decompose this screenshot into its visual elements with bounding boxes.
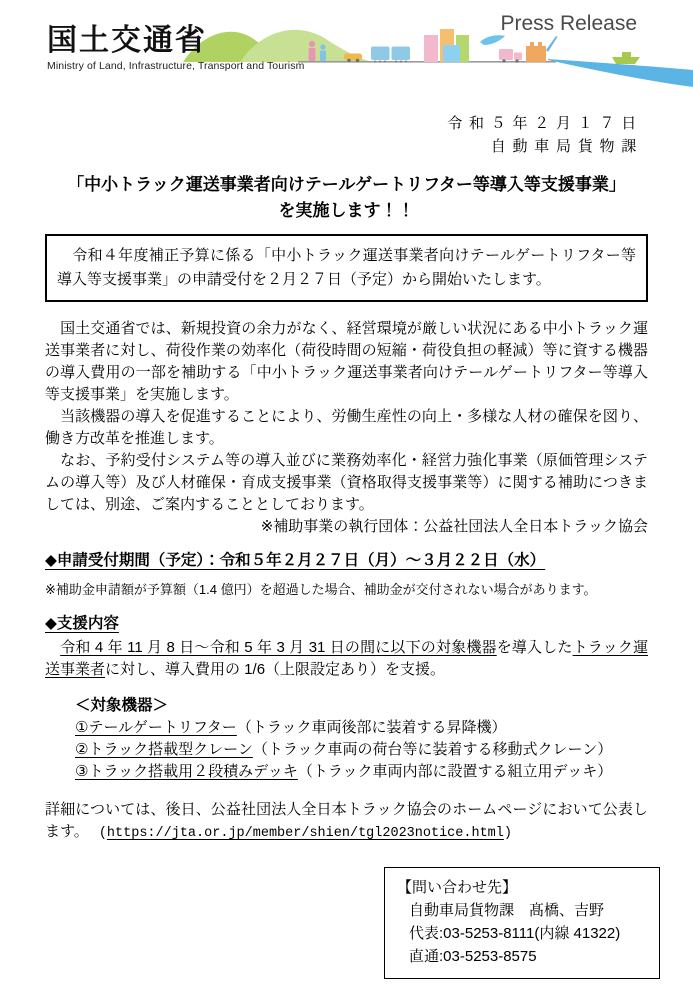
- department-name: 自動車局貨物課: [490, 138, 643, 155]
- airplane-icon: [480, 35, 505, 45]
- equipment-item-2-name: ②トラック搭載型クレーン: [75, 741, 253, 758]
- paragraph-2: 当該機器の導入を促進することにより、労働生産性の向上・多様な人材の確保を図り、働き方改革を推進します。: [45, 408, 648, 447]
- paragraph-3: なお、予約受付システム等の導入並びに業務効率化・経営力強化事業（原価管理システムの導入等）及び人材確保・育成支援事業（資格取得支援事業等）に関する補助につきましては、別途、ご案内することとしております。: [45, 452, 648, 513]
- ship-icon: [612, 52, 640, 64]
- contact-department: 自動車局貨物課 髙橋、吉野: [409, 902, 605, 919]
- ministry-logo: [47, 24, 304, 72]
- body-text: [0, 318, 693, 845]
- date-block: [0, 112, 693, 158]
- detail-text: 詳細については、後日、公益社団法人全日本トラック協会のホームページにおいて公表します。: [45, 801, 648, 840]
- document-title: [0, 172, 693, 224]
- executor-note: ※補助事業の執行団体：公益社団法人全日本トラック協会: [260, 518, 648, 535]
- support-underline-1: 令和 4 年 11 月 8 日～令和 5 年 3 月 31 日の間に以下の対象機器: [60, 639, 497, 656]
- ministry-name-en: Ministry of Land, Infrastructure, Transport and Tourism: [47, 60, 305, 72]
- release-date: 令和５年２月１７日: [447, 115, 643, 132]
- equipment-item-3-name: ③トラック搭載用２段積みデッキ: [75, 763, 298, 780]
- contact-phone-direct: 直通:03-5253-8575: [409, 948, 537, 965]
- buildings-graphic: [424, 29, 469, 62]
- support-plain-1: を導入した: [496, 639, 573, 656]
- title-line-2: を実施します！！: [278, 201, 415, 220]
- equipment-heading: ＜対象機器＞: [75, 697, 169, 714]
- url-paren-open: (: [98, 826, 107, 841]
- equipment-item-1: [75, 717, 648, 739]
- equipment-item-2: [75, 739, 648, 761]
- support-paragraph: [45, 637, 648, 681]
- equipment-item-2-desc: （トラック車両の荷台等に装着する移動式クレーン）: [252, 741, 613, 758]
- paragraph-1: 国土交通省では、新規投資の余力がなく、経営環境が厳しい状況にある中小トラック運送事業者に対し、荷役作業の効率化（荷役時間の短縮・荷役負担の軽減）等に資する機器の導入費用の一部を補助する「中小トラック運送事業者向けテールゲートリフター等導入等支援事業」を実施します。: [45, 320, 648, 403]
- equipment-item-1-desc: （トラック車両後部に装着する昇降機）: [236, 719, 507, 736]
- contact-box: [384, 867, 660, 979]
- equipment-item-3: [75, 761, 648, 783]
- url-paren-close: ): [503, 826, 512, 841]
- summary-text: 令和４年度補正予算に係る「中小トラック運送事業者向けテールゲートリフター等導入等支援事業」の申請受付を２月２７日（予定）から開始いたします。: [57, 247, 636, 288]
- support-heading: ◆支援内容: [45, 615, 119, 632]
- equipment-item-3-desc: （トラック車両内部に設置する組立用デッキ）: [297, 763, 613, 780]
- ministry-name: 国土交通省: [47, 24, 207, 57]
- application-period-note: ※補助金申請額が予算額（1.4 億円）を超過した場合、補助金が交付されない場合があります。: [45, 582, 597, 597]
- press-release-label: Press Release: [500, 12, 637, 35]
- header: [0, 0, 693, 90]
- port-crane-icon: [526, 36, 558, 62]
- contact-heading: 【問い合わせ先】: [397, 879, 518, 896]
- equipment-item-1-name: ①テールゲートリフター: [75, 719, 237, 736]
- support-plain-2: に対し、導入費用の 1/6（上限設定あり）を支援。: [105, 661, 446, 678]
- url-link[interactable]: https://jta.or.jp/member/shien/tgl2023notice.html: [106, 826, 504, 841]
- truck-icon: [499, 49, 522, 63]
- contact-phone-main: 代表:03-5253-8111(内線 41322): [409, 925, 621, 942]
- summary-box: [45, 234, 648, 302]
- detail-paragraph: [45, 799, 648, 845]
- title-line-1: 「中小トラック運送事業者向けテールゲートリフター等導入等支援事業」: [67, 175, 626, 194]
- support-indent: [45, 639, 60, 656]
- support-underline-2: トラック運送事業者: [45, 639, 648, 678]
- equipment-section: [45, 695, 648, 783]
- application-period-heading: ◆申請受付期間（予定）：令和５年２月２７日（月）～３月２２日（水）: [45, 552, 546, 569]
- train-icon: [371, 47, 410, 63]
